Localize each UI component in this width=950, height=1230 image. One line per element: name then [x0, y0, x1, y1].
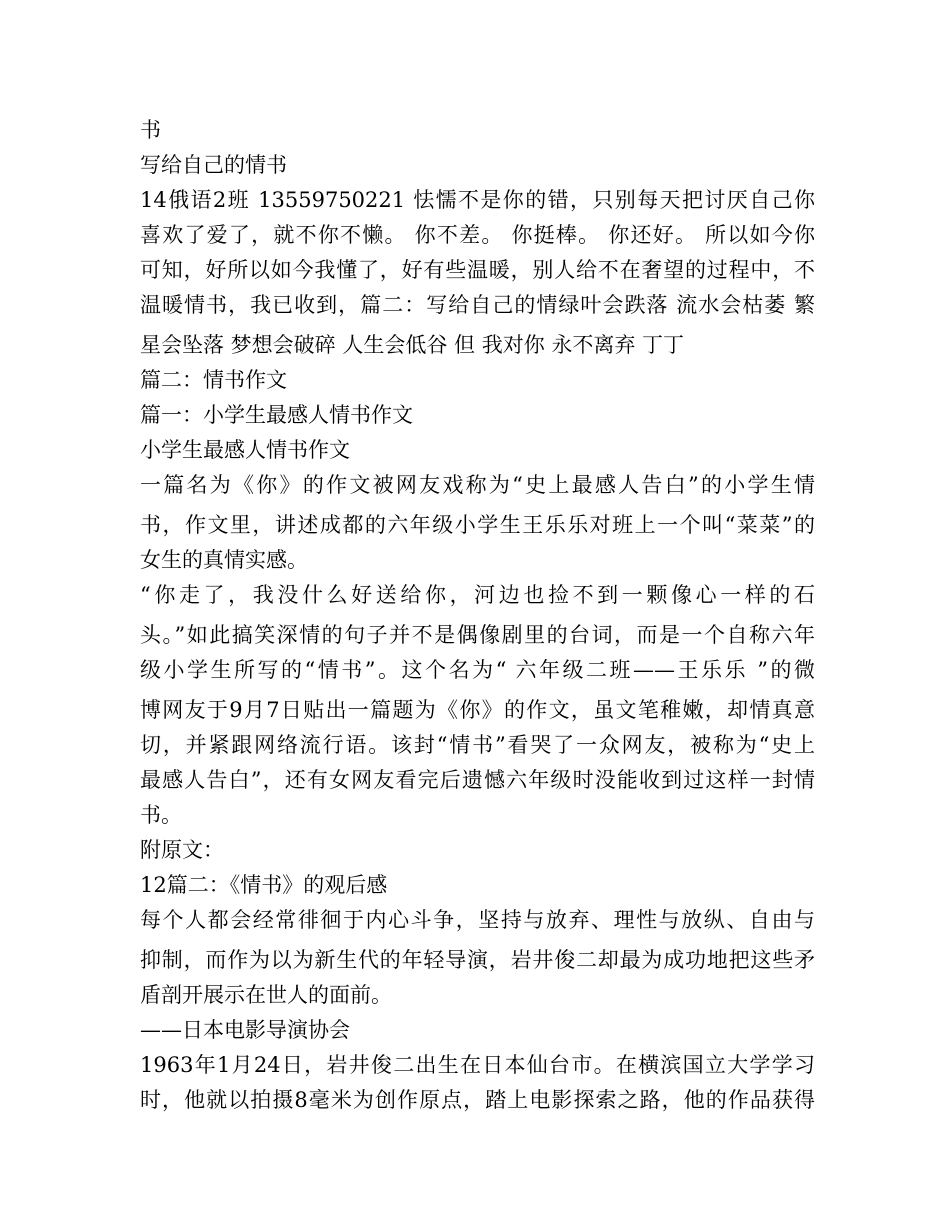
text-line: 书。 — [140, 803, 182, 827]
text-line: 抑制，而作为以为新生代的年轻导演，岩井俊二却最为成功地把这些矛 — [140, 948, 815, 972]
section-heading: 篇二：情书作文 — [140, 368, 287, 392]
text-line: 小学生最感人情书作文 — [140, 438, 350, 462]
text-line: 14俄语2班 13559750221 怯懦不是你的错，只别每天把讨厌自己你 — [140, 188, 815, 212]
text-line: 书，作文里，讲述成都的六年级小学生王乐乐对班上一个叫“菜菜”的 — [140, 513, 815, 537]
text-line: 盾剖开展示在世人的面前。 — [140, 983, 392, 1007]
text-line: 写给自己的情书 — [140, 153, 287, 177]
text-line: 星会坠落 梦想会破碎 人生会低谷 但 我对你 永不离弃 丁丁 — [140, 333, 685, 357]
text-line: 每个人都会经常徘徊于内心斗争，坚持与放弃、理性与放纵、自由与 — [140, 908, 815, 932]
text-line: 女生的真情实感。 — [140, 548, 308, 572]
text-line: 级小学生所写的“情书”。这个名为“ 六年级二班——王乐乐 ”的微 — [140, 658, 815, 682]
text-line: 附原文： — [140, 838, 224, 862]
text-line: 时，他就以拍摄8毫米为创作原点，踏上电影探索之路，他的作品获得 — [140, 1088, 815, 1112]
text-line: 篇一：小学生最感人情书作文 — [140, 403, 413, 427]
text-line: 12篇二：《情书》的观后感 — [140, 873, 388, 897]
text-line: 温暖情书，我已收到，篇二：写给自己的情绿叶会跌落 流水会枯萎 繁 — [140, 293, 815, 317]
text-line: 博网友于9月7日贴出一篇题为《你》的作文，虽文笔稚嫩，却情真意 — [140, 698, 815, 722]
text-line: 书 — [140, 118, 161, 142]
text-line: 可知，好所以如今我懂了，好有些温暖，别人给不在奢望的过程中，不 — [140, 258, 815, 282]
text-line: 切，并紧跟网络流行语。该封“情书”看哭了一众网友，被称为“史上 — [140, 733, 815, 757]
text-line: 喜欢了爱了，就不你不懒。 你不差。 你挺棒。 你还好。 所以如今你 — [140, 223, 815, 247]
text-line: 1963年1月24日，岩井俊二出生在日本仙台市。在横滨国立大学学习 — [140, 1053, 815, 1077]
text-line: “你走了，我没什么好送给你，河边也捡不到一颗像心一样的石 — [140, 583, 815, 607]
text-line: 头。”如此搞笑深情的句子并不是偶像剧里的台词，而是一个自称六年 — [140, 623, 815, 647]
text-line: ——日本电影导演协会 — [140, 1018, 350, 1042]
text-line: 最感人告白”，还有女网友看完后遗憾六年级时没能收到过这样一封情 — [140, 768, 815, 792]
text-line: 一篇名为《你》的作文被网友戏称为“史上最感人告白”的小学生情 — [140, 473, 815, 497]
